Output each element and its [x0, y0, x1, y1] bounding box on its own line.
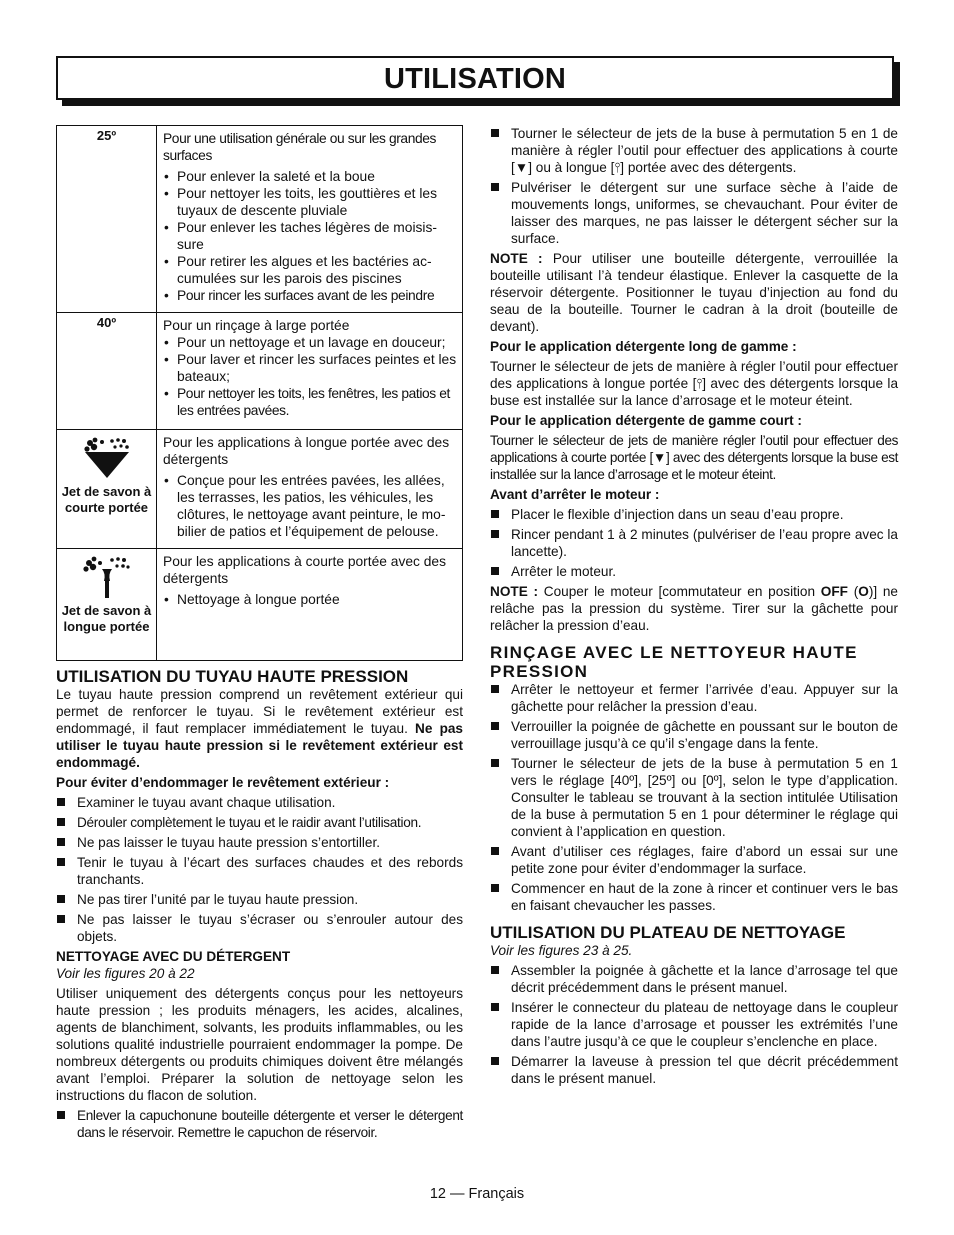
subheading: Pour le application détergente de gamme court : [490, 413, 802, 428]
list-item: Assembler la poignée à gâchette et la lance d’arrosage tel que décrit précédemment dans le présent manuel. [511, 963, 898, 995]
paragraph: Tourner le sélecteur de jets de manière régler l’outil pour effectuer des applications à courte portée [▼] avec des détergents lorsque la buse est installée sur la lance d’arrosage et le moteur éteint. [490, 433, 898, 482]
short-range-soap-icon [82, 436, 132, 480]
long-range-soap-icon [82, 555, 132, 599]
row-intro: Pour une utilisation générale ou sur les grandes surfaces [163, 131, 437, 163]
paragraph: Le tuyau haute pression comprend un revêtement extérieur qui permet de renforcer le tuyau. Si le revêtement extérieur est endommagé, il faut remplacer immédiatement le tuyau. Ne pas utiliser le tuyau haute pression si le revêtement extérieur est endommagé. [56, 687, 463, 770]
row-intro: Pour un rinçage à large portée [163, 318, 350, 333]
row-label: Jet de savon à courte portée [61, 484, 152, 515]
page-title: UTILISATION [383, 63, 567, 95]
list-item: • Pour nettoyer les toits, les fenêtres, les patios et les entrées pavées. [177, 385, 457, 419]
section-heading: UTILISATION DU PLATEAU DE NETTOYAGE [490, 923, 846, 942]
section-heading: RINÇAGE AVEC LE NETTOYEUR HAUTE PRESSION [490, 643, 858, 681]
row-label: 40º [57, 313, 157, 430]
right-column [490, 125, 898, 1090]
list-item: • Conçue pour les entrées pavées, les allées, les terrasses, les patios, les véhicules, les clôtures, le nettoyage avant peinture, le mo-bilier de patios et l’équipement de pelouse. [177, 472, 457, 540]
subheading: Pour le application détergente long de gamme : [490, 339, 797, 354]
list-item: Dérouler complètement le tuyau et le raidir avant l’utilisation. [77, 814, 463, 831]
list-item: Enlever la capuchonune bouteille détergente et verser le détergent dans le réservoir. Remettre le capuchon de réservoir. [77, 1108, 463, 1140]
table-row [57, 126, 463, 313]
table-row [57, 549, 463, 661]
list-item: • Pour laver et rincer les surfaces peintes et les bateaux; [177, 351, 457, 385]
figure-reference: Voir les figures 23 à 25. [490, 943, 633, 958]
paragraph: Tourner le sélecteur de jets de manière à régler l’outil pour effectuer des applications à longue portée [⫯] avec des détergents lorsque la buse est installée sur la lance d’arrosage et le moteur éteint. [490, 359, 898, 408]
list-item: • Pour enlever la saleté et la boue [177, 168, 457, 185]
list-item: Insérer le connecteur du plateau de nettoyage dans le coupleur rapide de la lance d’arrosage et pousser les extrémités l’une dans l’autre jusqu’à ce que le coupleur s’enclenche en place. [511, 1000, 898, 1049]
row-label: 25º [57, 126, 157, 313]
row-label: Jet de savon à longue portée [61, 603, 152, 634]
list-item: • Pour rincer les surfaces avant de les peindre [177, 287, 457, 304]
list-item: Examiner le tuyau avant chaque utilisation. [77, 794, 463, 811]
list-item: Arrêter le nettoyeur et fermer l’arrivée d’eau. Appuyer sur la gâchette pour relâcher la pression d’eau. [511, 682, 898, 714]
paragraph: Utiliser uniquement des détergents conçus pour les nettoyeurs haute pression ; les produits ménagers, les acides, alcalines, agents de blanchiment, solvants, les produits inflammables, ou les solutions qualité industrielle pourraient endommager la pompe. De nombreux détergents ou produits chimiques doivent être mélangés avant l’emploi. Préparer la solution de nettoyage selon les instructions du flacon de solution. [56, 986, 463, 1103]
list-item: Démarrer la laveuse à pression tel que décrit précédemment dans le présent manuel. [511, 1054, 898, 1086]
list-item: Tourner le sélecteur de jets de la buse à permutation 5 en 1 vers le réglage [40º], [25º] ou [0º], selon le type d’application. Consulter le tableau se trouvant à la section intitulée Utilisation de la buse à permutation 5 en 1 pour déterminer le réglage qui convient à l’application en question. [511, 756, 898, 839]
list-item: Verrouiller la poignée de gâchette en poussant sur le bouton de verrouillage jusqu’à ce qu’il s’engage dans la fente. [511, 719, 898, 751]
list-item: • Pour un nettoyage et un lavage en douceur; [177, 334, 457, 351]
list-item: • Nettoyage à longue portée [177, 591, 457, 608]
list-item: Tenir le tuyau à l’écart des surfaces chaudes et des rebords tranchants. [77, 855, 463, 887]
page-footer: 12 — Français [429, 1186, 525, 1202]
nozzle-table [56, 125, 463, 661]
page-title-banner [56, 56, 894, 100]
list-item: Pulvériser le détergent sur une surface sèche à l’aide de mouvements longs, uniformes, se chevauchant. Pour éviter de laisser des marques, ne pas laisser le détergent sécher sur la surface. [511, 180, 898, 246]
table-row [57, 313, 463, 430]
list-item: Commencer en haut de la zone à rincer et continuer vers le bas en faisant chevaucher les passes. [511, 881, 898, 913]
note: NOTE : Couper le moteur [commutateur en position OFF (O)] ne relâche pas la pression du système. Tirer sur la gâchette pour relâcher la pression d’eau. [490, 584, 898, 633]
list-item: Ne pas laisser le tuyau haute pression s’entortiller. [77, 834, 463, 851]
list-item: Rincer pendant 1 à 2 minutes (pulvériser de l’eau propre avec la lancette). [511, 527, 898, 559]
list-item: • Pour enlever les taches légères de moisis-sure [177, 219, 457, 253]
section-heading: UTILISATION DU TUYAU HAUTE PRESSION [56, 667, 409, 686]
left-column [56, 125, 463, 1144]
list-item: Avant d’utiliser ces réglages, faire d’abord un essai sur une petite zone pour éviter d’endommager la surface. [511, 844, 898, 876]
row-intro: Pour les applications à longue portée avec des détergents [163, 435, 450, 467]
table-row [57, 430, 463, 549]
note: NOTE : Pour utiliser une bouteille détergente, verrouillée la bouteille utilisant l’à tendeur élastique. Enlever la casquette de la réservoir détergente. Positionner le tuyau d’injection au fond du seau de la bouteille. Tourner le cadran à la droit (bouteille de devant). [490, 251, 898, 334]
list-item: Ne pas laisser le tuyau s’écraser ou s’enrouler autour des objets. [77, 912, 463, 944]
figure-reference: Voir les figures 20 à 22 [56, 966, 195, 981]
list-item: Tourner le sélecteur de jets de la buse à permutation 5 en 1 de manière à régler l’outil pour effectuer des applications à courte [▼] ou à longue [⫯] portée avec des détergents. [511, 126, 898, 175]
list-item: Placer le flexible d’injection dans un seau d’eau propre. [511, 506, 898, 523]
list-item: Ne pas tirer l’unité par le tuyau haute pression. [77, 891, 463, 908]
subheading: Avant d’arrêter le moteur : [490, 487, 660, 502]
row-intro: Pour les applications à courte portée avec des détergents [163, 554, 447, 586]
subheading: Pour éviter d’endommager le revêtement extérieur : [56, 775, 390, 790]
list-item: Arrêter le moteur. [511, 563, 898, 580]
subheading: NETTOYAGE AVEC DU DÉTERGENT [56, 949, 291, 964]
list-item: • Pour nettoyer les toits, les gouttières et les tuyaux de descente pluviale [177, 185, 457, 219]
list-item: • Pour retirer les algues et les bactéries ac-cumulées sur les parois des piscines [177, 253, 457, 287]
